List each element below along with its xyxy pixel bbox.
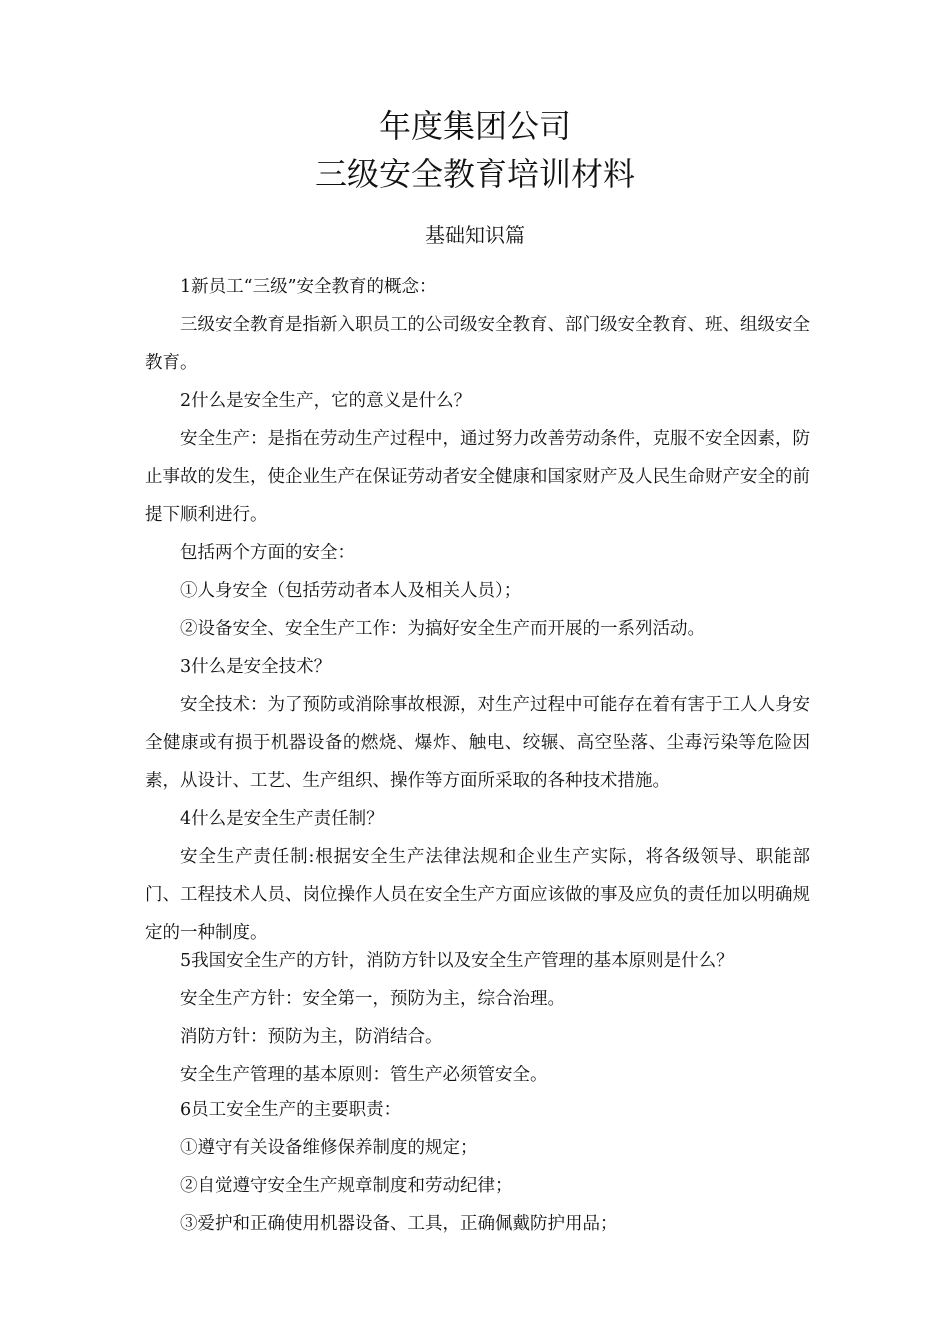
- paragraph-q1-heading: 1新员工“三级”安全教育的概念：: [180, 277, 437, 297]
- paragraph-q6-heading: 6员工安全生产的主要职责：: [180, 1100, 402, 1120]
- paragraph-q2-heading: 2什么是安全生产，它的意义是什么？: [180, 391, 472, 411]
- content-block-2: [145, 942, 810, 1094]
- document-title-line-1: 年度集团公司: [378, 107, 571, 145]
- paragraph-q5-fire-policy: 消防方针：预防为主，防消结合。: [180, 1027, 443, 1047]
- paragraph-q2-answer: 安全生产：是指在劳动生产过程中，通过努力改善劳动条件，克服不安全因素，防止事故的发生，使企业生产在保证劳动者安全健康和国家财产及人民生命财产安全的前提下顺利进行。: [145, 429, 810, 525]
- paragraph-q4-answer: 安全生产责任制:根据安全生产法律法规和企业生产实际，将各级领导、职能部门、工程技术人员、岗位操作人员在安全生产方面应该做的事及应负的责任加以明确规定的一种制度。: [145, 847, 810, 943]
- content-block-3: [145, 1091, 810, 1243]
- paragraph-q6-item-1: ①遵守有关设备维修保养制度的规定；: [180, 1138, 478, 1158]
- paragraph-q3-answer: 安全技术：为了预防或消除事故根源，对生产过程中可能存在着有害于工人人身安全健康或有损于机器设备的燃烧、爆炸、触电、绞辗、高空坠落、尘毒污染等危险因素，从设计、工艺、生产组织、操作等方面所采取的各种技术措施。: [145, 695, 810, 791]
- paragraph-q2-scope: 包括两个方面的安全：: [180, 543, 355, 563]
- document-title-line-2: 三级安全教育培训材料: [314, 155, 635, 193]
- content-block-1: [145, 268, 810, 952]
- paragraph-q4-heading: 4什么是安全生产责任制？: [180, 809, 384, 829]
- paragraph-q2-item-1: ①人身安全（包括劳动者本人及相关人员）；: [180, 581, 522, 601]
- paragraph-q1-answer: 三级安全教育是指新入职员工的公司级安全教育、部门级安全教育、班、组级安全教育。: [145, 315, 810, 373]
- paragraph-q5-safety-policy: 安全生产方针：安全第一，预防为主，综合治理。: [180, 989, 565, 1009]
- paragraph-q5-heading: 5我国安全生产的方针，消防方针以及安全生产管理的基本原则是什么？: [180, 951, 734, 971]
- paragraph-q6-item-2: ②自觉遵守安全生产规章制度和劳动纪律；: [180, 1176, 513, 1196]
- section-subtitle: 基础知识篇: [425, 223, 525, 247]
- paragraph-q3-heading: 3什么是安全技术？: [180, 657, 332, 677]
- paragraph-q6-item-3: ③爱护和正确使用机器设备、工具，正确佩戴防护用品；: [180, 1214, 618, 1234]
- paragraph-q2-item-2: ②设备安全、安全生产工作：为搞好安全生产而开展的一系列活动。: [180, 619, 705, 639]
- paragraph-q5-principle: 安全生产管理的基本原则：管生产必须管安全。: [180, 1065, 548, 1085]
